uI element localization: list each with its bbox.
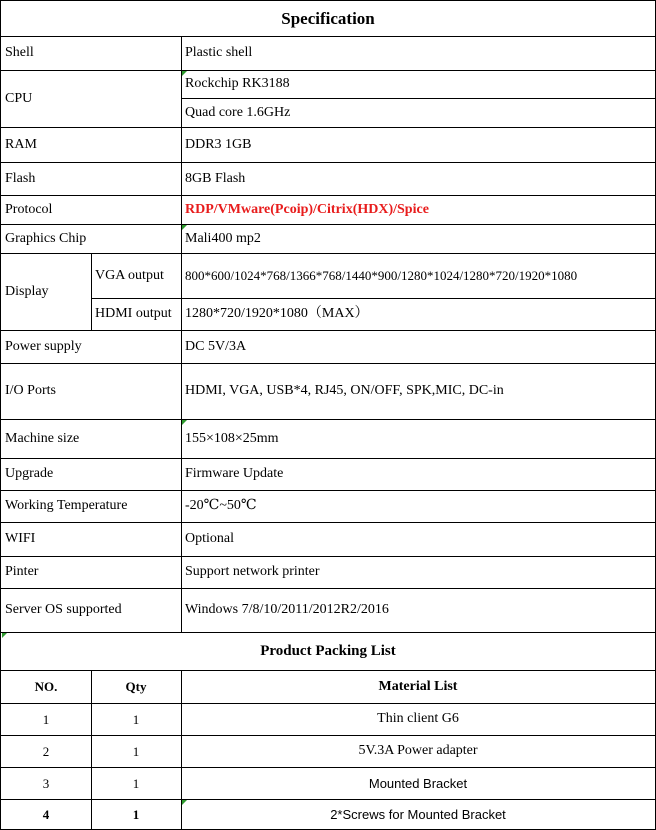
spec-value-hdmi-output: 1280*720/1920*1080（MAX） bbox=[185, 306, 369, 321]
spec-label-ram: RAM bbox=[5, 136, 37, 152]
packing-row-2-item: 5V.3A Power adapter bbox=[358, 743, 478, 758]
spec-label-vga-output: VGA output bbox=[95, 267, 164, 283]
divider bbox=[1, 224, 655, 225]
packing-header-material: Material List bbox=[378, 678, 458, 694]
spec-label-flash: Flash bbox=[5, 170, 36, 186]
spec-label-printer: Pinter bbox=[5, 564, 39, 579]
spec-value-graphics-chip: Mali400 mp2 bbox=[185, 230, 261, 246]
spec-title: Specification bbox=[281, 9, 375, 28]
spec-value-io-ports: HDMI, VGA, USB*4, RJ45, ON/OFF, SPK,MIC, DC-in bbox=[185, 383, 504, 398]
spec-label-protocol: Protocol bbox=[5, 201, 53, 217]
spec-value-upgrade: Firmware Update bbox=[185, 466, 284, 481]
packing-header-no: NO. bbox=[34, 679, 58, 694]
spec-value-wifi: Optional bbox=[185, 531, 234, 546]
packing-row-2-no: 2 bbox=[42, 743, 50, 759]
spec-value-cpu-model: Rockchip RK3188 bbox=[185, 76, 290, 91]
spec-label-machine-size: Machine size bbox=[5, 430, 80, 446]
divider bbox=[1, 330, 655, 331]
divider bbox=[1, 162, 655, 163]
spec-label-working-temperature: Working Temperature bbox=[5, 498, 128, 513]
column-divider bbox=[181, 36, 182, 632]
divider bbox=[1, 36, 655, 37]
spec-value-machine-size: 155×108×25mm bbox=[185, 430, 279, 446]
column-divider bbox=[91, 253, 92, 330]
spec-label-display: Display bbox=[5, 283, 49, 299]
packing-list-title: Product Packing List bbox=[260, 642, 396, 659]
divider bbox=[91, 298, 655, 299]
packing-row-2-qty: 1 bbox=[132, 743, 140, 759]
packing-row-3-item: Mounted Bracket bbox=[368, 775, 468, 791]
divider bbox=[1, 458, 655, 459]
spec-label-graphics-chip: Graphics Chip bbox=[5, 230, 87, 246]
packing-row-3-no: 3 bbox=[42, 775, 50, 791]
spec-value-protocol: RDP/VMware(Pcoip)/Citrix(HDX)/Spice bbox=[185, 201, 429, 217]
spec-value-working-temperature: -20℃~50℃ bbox=[185, 498, 257, 513]
spec-value-vga-output: 800*600/1024*768/1366*768/1440*900/1280*1024/1280*720/1920*1080 bbox=[185, 268, 578, 283]
spec-value-ram: DDR3 1GB bbox=[185, 136, 252, 152]
packing-row-1-item: Thin client G6 bbox=[377, 711, 459, 726]
packing-row-4-qty: 1 bbox=[132, 806, 140, 822]
spec-value-printer: Support network printer bbox=[185, 564, 320, 579]
packing-row-4-no: 4 bbox=[42, 806, 50, 822]
divider bbox=[1, 556, 655, 557]
spec-value-power-supply: DC 5V/3A bbox=[185, 338, 247, 354]
divider bbox=[1, 127, 655, 128]
packing-row-4-item: 2*Screws for Mounted Bracket bbox=[330, 806, 506, 822]
packing-row-3-qty: 1 bbox=[132, 775, 140, 791]
spec-label-server-os: Server OS supported bbox=[5, 602, 122, 617]
divider bbox=[1, 419, 655, 420]
spec-value-flash: 8GB Flash bbox=[185, 170, 246, 186]
spec-label-io-ports: I/O Ports bbox=[5, 383, 56, 398]
packing-header-qty: Qty bbox=[125, 679, 147, 694]
divider bbox=[1, 70, 655, 71]
packing-row-1-qty: 1 bbox=[132, 711, 140, 727]
spec-label-wifi: WIFI bbox=[5, 531, 36, 546]
spec-value-server-os: Windows 7/8/10/2011/2012R2/2016 bbox=[185, 602, 389, 617]
spec-label-cpu: CPU bbox=[5, 90, 33, 106]
spec-value-cpu-cores: Quad core 1.6GHz bbox=[185, 104, 291, 120]
spec-label-hdmi-output: HDMI output bbox=[95, 306, 172, 321]
packing-row-1-no: 1 bbox=[42, 711, 50, 727]
divider bbox=[1, 522, 655, 523]
spec-label-power-supply: Power supply bbox=[5, 338, 82, 354]
spec-label-shell: Shell bbox=[5, 45, 34, 60]
spec-value-shell: Plastic shell bbox=[185, 45, 253, 60]
spec-label-upgrade: Upgrade bbox=[5, 466, 54, 481]
